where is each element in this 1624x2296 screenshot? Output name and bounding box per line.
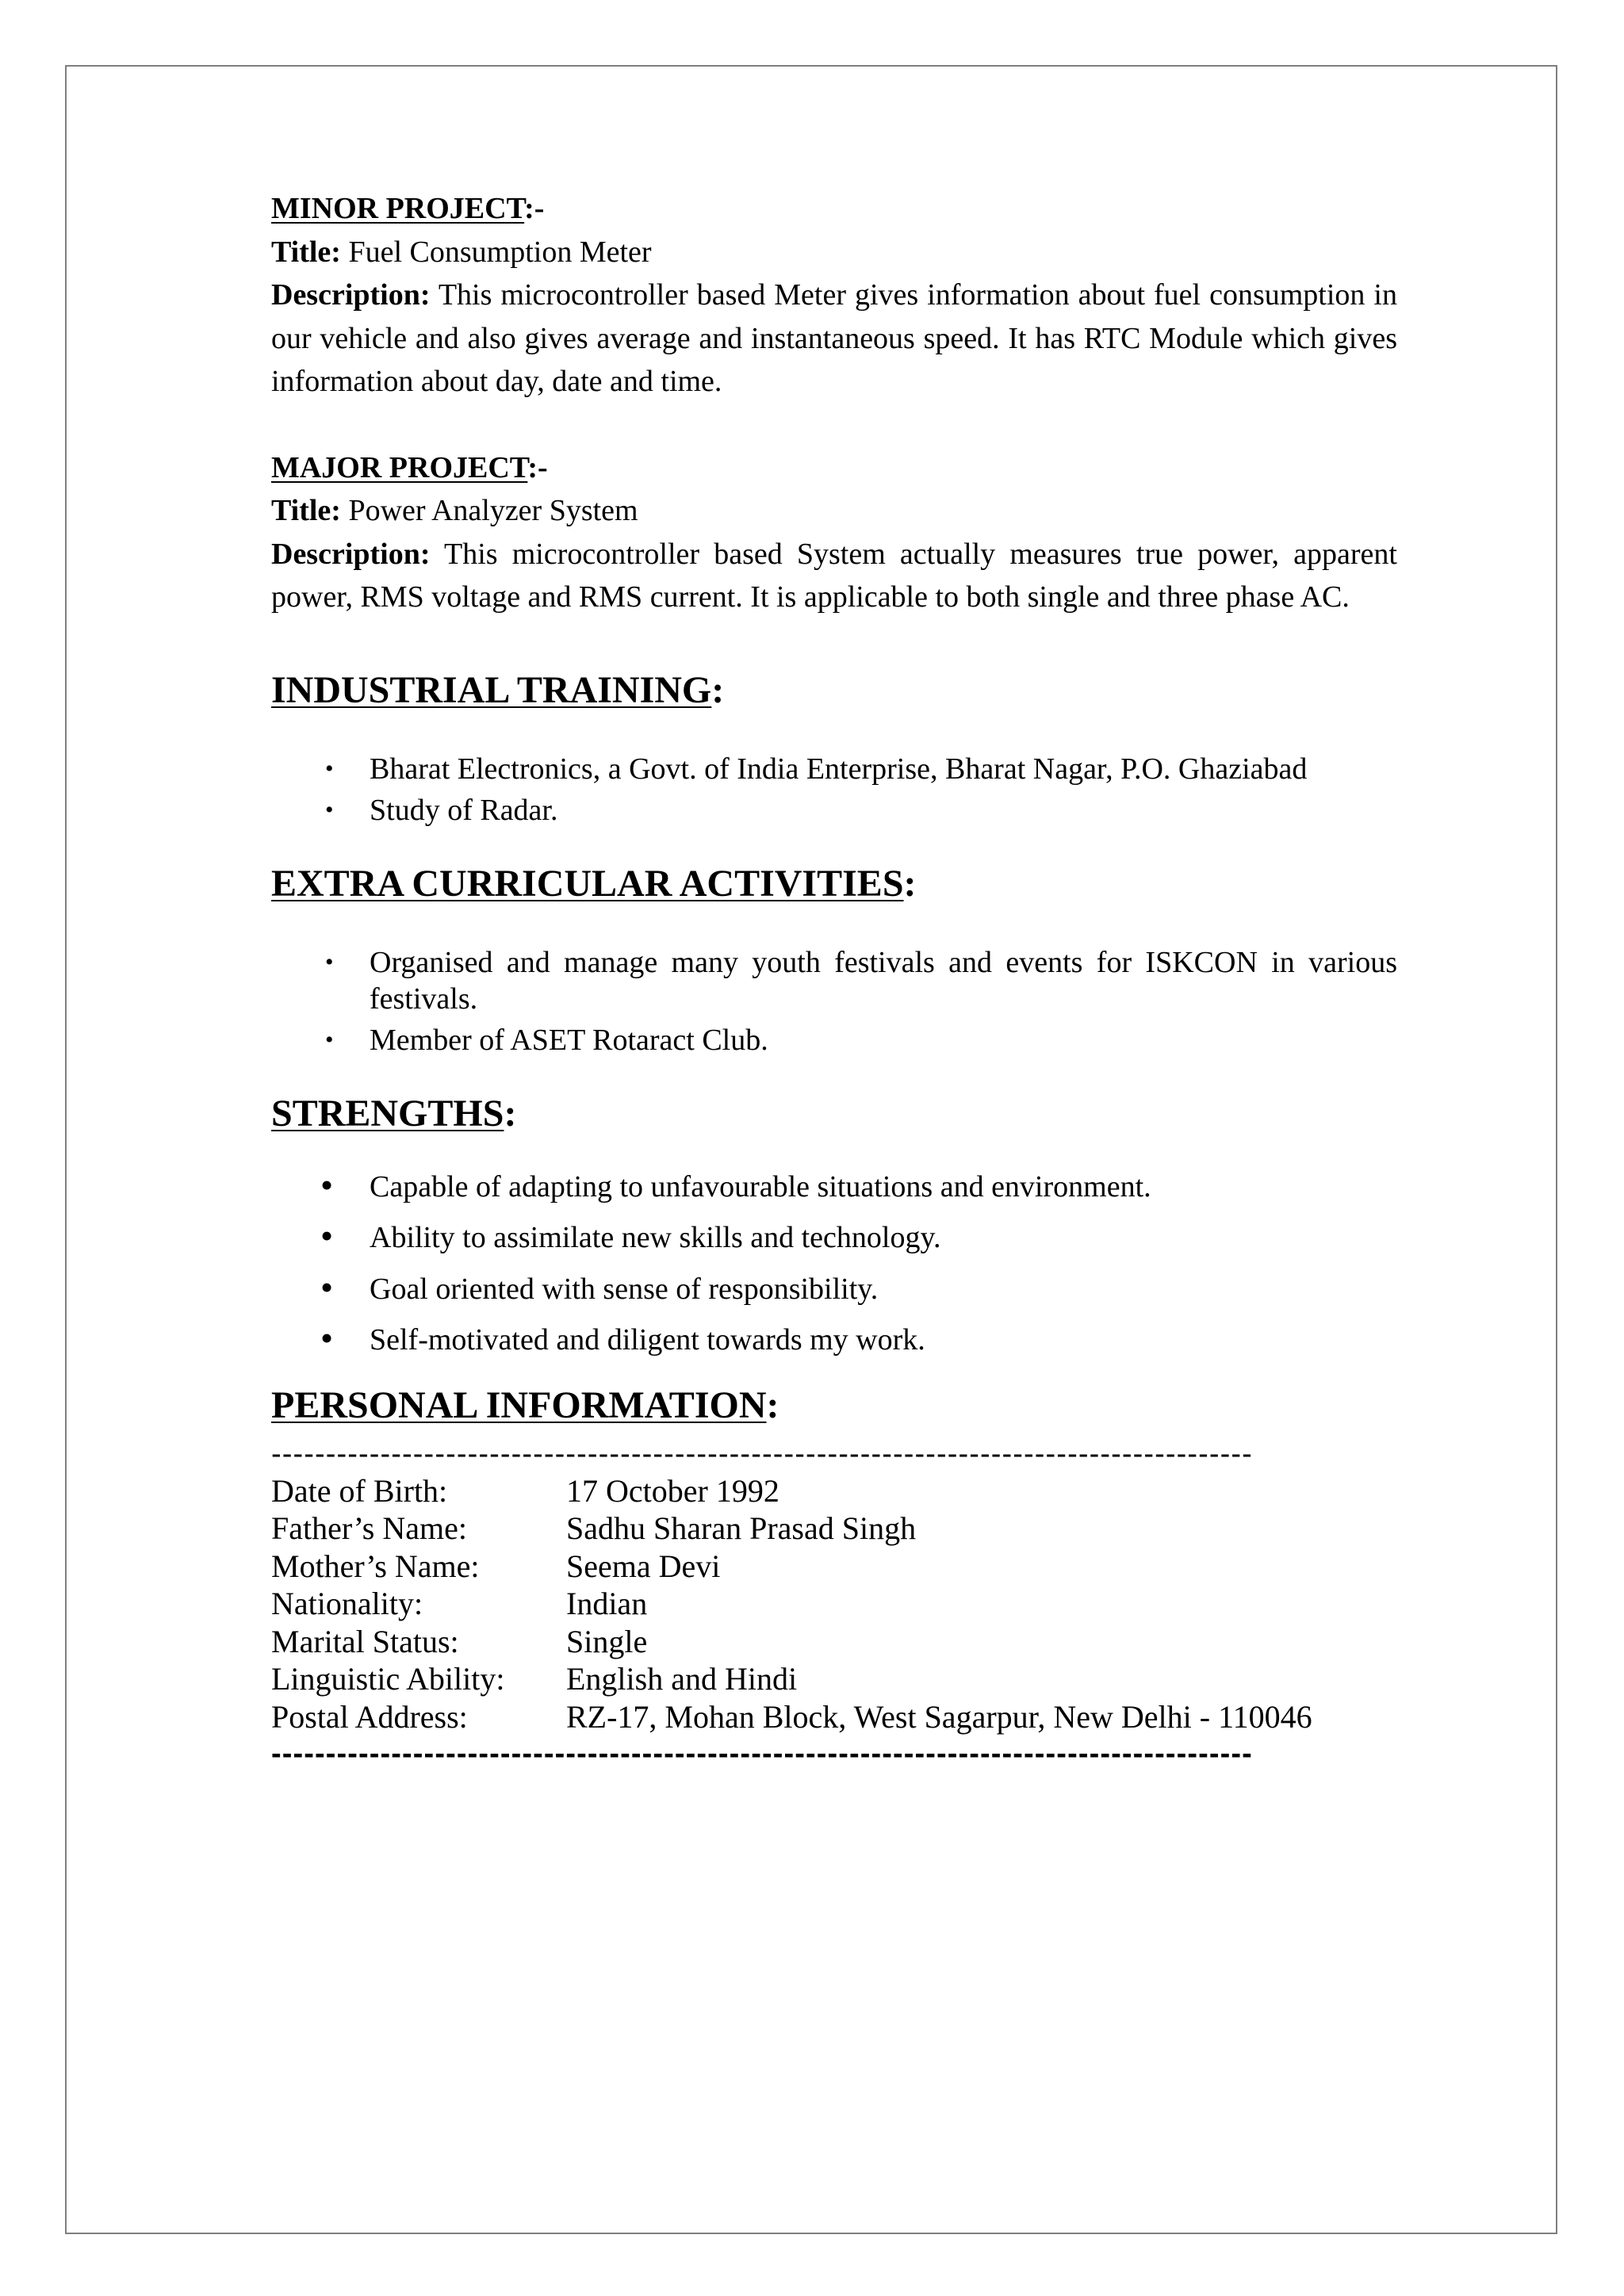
- list-item: • Self-motivated and diligent towards my work.: [271, 1314, 1397, 1366]
- strengths-heading: STRENGTHS:: [271, 1092, 517, 1135]
- info-value: Seema Devi: [566, 1548, 721, 1584]
- list-item: • Capable of adapting to unfavourable situations and environment.: [271, 1161, 1397, 1213]
- table-row: [271, 1585, 1312, 1623]
- info-label: Linguistic Ability:: [271, 1661, 505, 1697]
- strengths-list: [271, 1161, 1397, 1366]
- list-item: • Bharat Electronics, a Govt. of India Enterprise, Bharat Nagar, P.O. Ghaziabad: [325, 752, 1308, 786]
- table-row: [271, 1472, 1312, 1510]
- minor-project-heading: MINOR PROJECT:-: [271, 192, 545, 225]
- bullet-icon: •: [320, 1164, 334, 1205]
- major-project-heading: MAJOR PROJECT:-: [271, 450, 548, 484]
- minor-project-section: [271, 187, 1397, 404]
- industrial-training-list: [271, 751, 1397, 828]
- list-item: • Ability to assimilate new skills and technology.: [271, 1212, 1397, 1264]
- info-value: Indian: [566, 1586, 648, 1621]
- major-project-section: [271, 446, 1397, 619]
- bullet-icon: •: [325, 755, 334, 782]
- bullet-icon: •: [325, 796, 334, 823]
- list-item: • Organised and manage many youth festivals and events for ISKCON in various festivals.: [325, 945, 1397, 1016]
- bullet-icon: •: [325, 1026, 334, 1053]
- industrial-training-section: [271, 667, 1397, 828]
- resume-page-content: [271, 187, 1397, 1772]
- separator-line: ------------------------------------------------------------------------------------------: [271, 1437, 1253, 1471]
- strengths-section: [271, 1090, 1397, 1366]
- bullet-icon: •: [320, 1318, 334, 1358]
- list-item: • Member of ASET Rotaract Club.: [325, 1023, 768, 1057]
- info-value: Sadhu Sharan Prasad Singh: [566, 1510, 917, 1546]
- table-row: [271, 1548, 1312, 1586]
- minor-project-title: Title: Fuel Consumption Meter: [271, 235, 652, 269]
- personal-info-table: [271, 1472, 1312, 1736]
- minor-project-description: Description: This microcontroller based Meter gives information about fuel consumption in our vehicle and also gives average and instantaneous speed. It has RTC Module which gives information about day, date and time.: [271, 278, 1397, 398]
- info-label: Father’s Name:: [271, 1510, 467, 1546]
- personal-information-heading: PERSONAL INFORMATION:: [271, 1383, 779, 1426]
- list-item: • Goal oriented with sense of responsibility.: [271, 1264, 1397, 1315]
- extra-curricular-section: [271, 860, 1397, 1058]
- separator-line-bottom: ------------------------------------------------------------------------------------------: [271, 1737, 1253, 1770]
- table-row: [271, 1660, 1312, 1698]
- major-project-title: Title: Power Analyzer System: [271, 494, 638, 527]
- extra-curricular-list: [271, 944, 1397, 1058]
- info-value: Single: [566, 1623, 648, 1659]
- info-value: English and Hindi: [566, 1661, 798, 1697]
- info-value: 17 October 1992: [566, 1472, 779, 1509]
- info-label: Marital Status:: [271, 1623, 459, 1659]
- industrial-training-heading: INDUSTRIAL TRAINING:: [271, 668, 725, 711]
- info-value: RZ-17, Mohan Block, West Sagarpur, New Delhi - 110046: [566, 1698, 1312, 1735]
- table-row: [271, 1623, 1312, 1661]
- bullet-icon: •: [325, 948, 334, 975]
- bullet-icon: •: [320, 1266, 334, 1307]
- table-row: [271, 1698, 1312, 1736]
- extra-curricular-heading: EXTRA CURRICULAR ACTIVITIES:: [271, 862, 917, 905]
- major-project-description: Description: This microcontroller based System actually measures true power, apparent power, RMS voltage and RMS current. It is applicable to both single and three phase AC.: [271, 537, 1397, 614]
- info-label: Nationality:: [271, 1586, 423, 1621]
- info-label: Mother’s Name:: [271, 1548, 480, 1584]
- info-label: Date of Birth:: [271, 1472, 448, 1509]
- table-row: [271, 1510, 1312, 1548]
- personal-information-section: [271, 1382, 1397, 1773]
- bullet-icon: •: [320, 1215, 334, 1256]
- list-item: • Study of Radar.: [325, 793, 558, 827]
- info-label: Postal Address:: [271, 1698, 468, 1735]
